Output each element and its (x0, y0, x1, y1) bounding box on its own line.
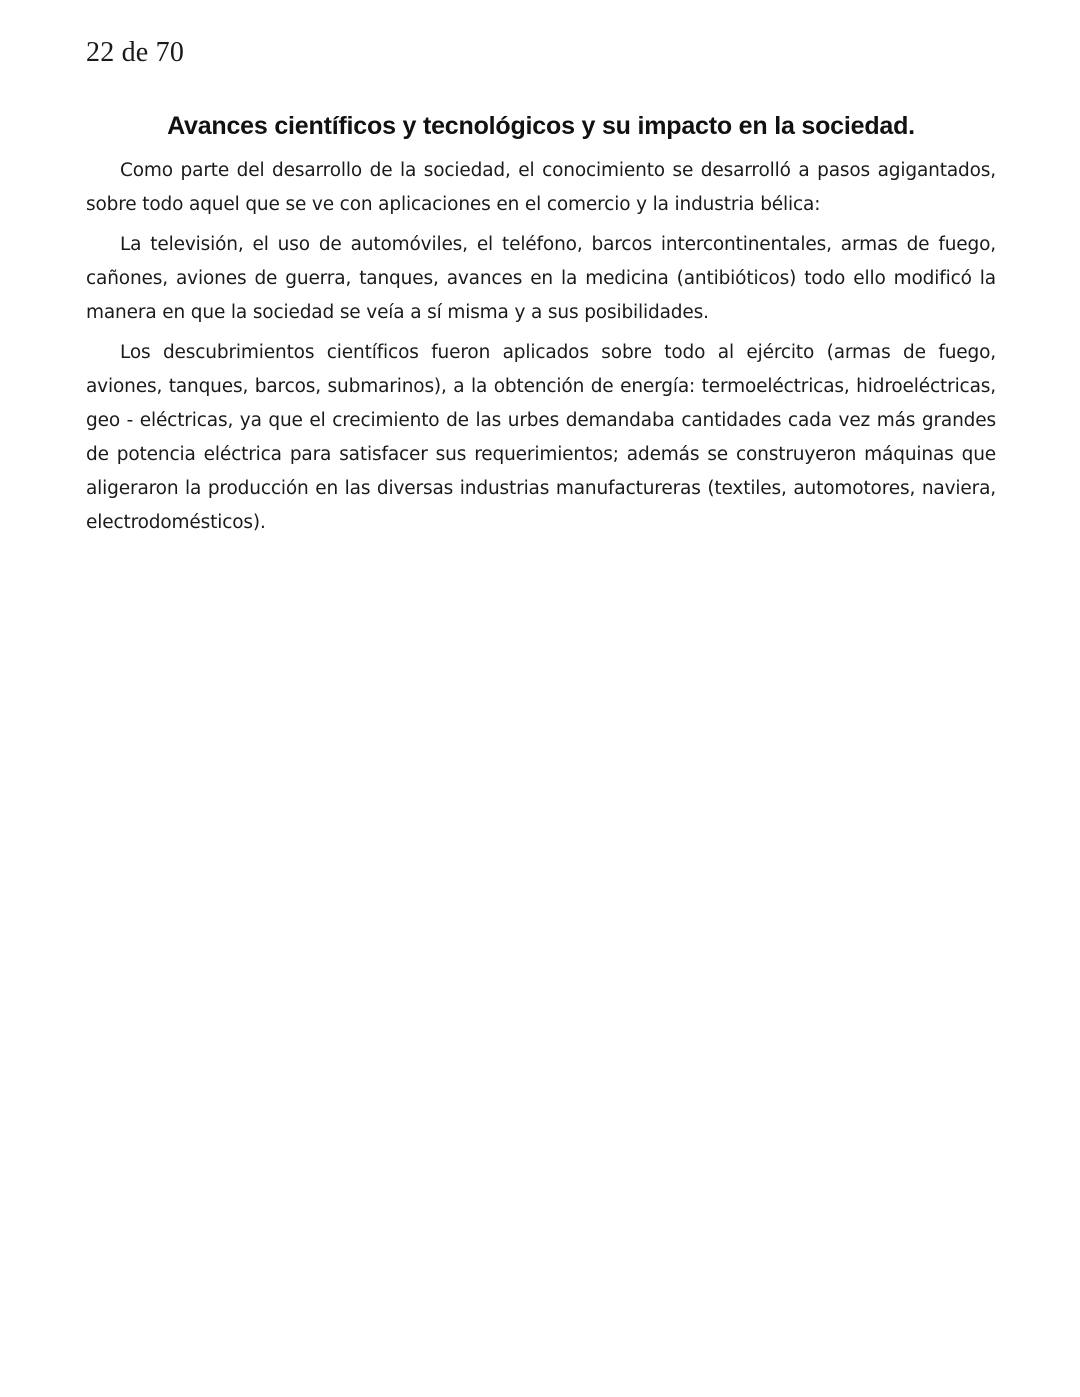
section-title: Avances científicos y tecnológicos y su impacto en la sociedad. (167, 112, 915, 140)
page-content (86, 110, 996, 540)
body-paragraph: Los descubrimientos científicos fueron aplicados sobre todo al ejército (armas de fuego, aviones, tanques, barcos, submarinos), a la obtención de energía: termoeléctricas, hidroeléctricas, geo - eléctricas, ya que el crecimiento de las urbes demandaba cantidades cada vez más grandes de potencia eléctrica para satisfacer sus requerimientos; además se construyeron máquinas que aligeraron la producción en las diversas industrias manufactureras (textiles, automotores, naviera, electrodomésticos). (86, 342, 996, 533)
body-paragraph: Como parte del desarrollo de la sociedad, el conocimiento se desarrolló a pasos agigantados, sobre todo aquel que se ve con aplicaciones en el comercio y la industria bélica: (86, 160, 996, 215)
body-paragraph: La televisión, el uso de automóviles, el teléfono, barcos intercontinentales, armas de fuego, cañones, aviones de guerra, tanques, avances en la medicina (antibióticos) todo ello modificó la manera en que la sociedad se veía a sí misma y a sus posibilidades. (86, 234, 996, 323)
page-number: 22 de 70 (86, 37, 185, 68)
